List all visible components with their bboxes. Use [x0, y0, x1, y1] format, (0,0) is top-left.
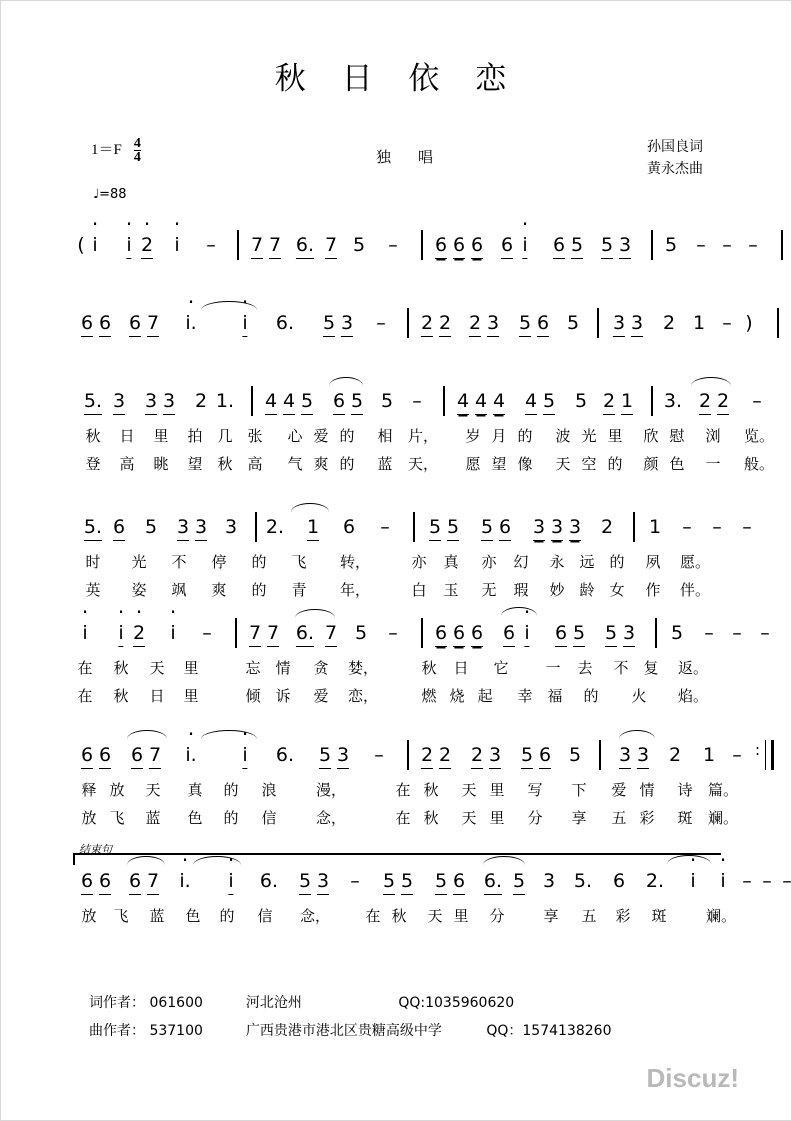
note: 7: [325, 621, 337, 647]
barline: [651, 386, 653, 416]
note: 7: [269, 233, 281, 259]
repeat-dots: :: [755, 741, 761, 759]
note: –: [782, 870, 792, 892]
note: 3: [613, 311, 625, 337]
composer-credit: 黄永杰曲: [647, 162, 703, 177]
note: i ·: [82, 621, 87, 645]
note: 3: [163, 389, 175, 415]
system-7-notes: [73, 869, 792, 903]
note: 6: [113, 515, 125, 541]
note: 5: [670, 622, 684, 644]
note: i ·: [170, 621, 175, 645]
note: 5.: [84, 515, 102, 541]
note: 4: [283, 389, 295, 415]
note: 2 ·: [141, 233, 153, 259]
note: 5: [519, 311, 531, 337]
note: –: [704, 622, 714, 644]
note: 6.: [296, 233, 314, 259]
note: 2: [699, 389, 711, 415]
slur: [127, 730, 167, 739]
note: 5: [447, 515, 459, 541]
note: 7: [149, 743, 161, 769]
note: 5.: [573, 870, 593, 892]
note: 2: [469, 311, 481, 337]
system-2: [73, 311, 753, 345]
barline: [407, 740, 409, 770]
note: 5: [429, 515, 441, 541]
note: 6: [81, 869, 93, 895]
note: 3: [195, 515, 207, 541]
system-6: [73, 741, 761, 829]
note: i ·: [242, 311, 247, 337]
note: 4: [493, 389, 505, 415]
note: 6: [453, 621, 465, 647]
note: i ·: [524, 621, 529, 647]
note: 6: [435, 621, 447, 647]
note: i ·: [720, 869, 725, 893]
note: –: [380, 516, 390, 538]
note: 5.: [84, 389, 102, 415]
note: 3: [145, 389, 157, 415]
barline: [251, 386, 253, 416]
slur: [201, 730, 257, 739]
note: –: [388, 622, 398, 644]
note: –: [742, 870, 752, 892]
note: –: [722, 312, 732, 334]
note: 6: [503, 621, 515, 647]
note: 2: [421, 311, 433, 337]
note: 6: [612, 870, 626, 892]
time-signature: [134, 137, 141, 164]
barline: [255, 512, 257, 542]
note: 3: [177, 515, 189, 541]
note: 4: [265, 389, 277, 415]
note: 6: [471, 233, 483, 259]
system-4-notes: [73, 515, 752, 549]
note: 6.: [296, 621, 314, 647]
note: 6: [129, 311, 141, 337]
barline: [443, 386, 445, 416]
credits-block: [647, 137, 703, 181]
note: i ·: [92, 233, 97, 257]
system-1-notes: [73, 233, 758, 267]
note: i. ·: [179, 869, 190, 893]
barline: [413, 512, 415, 542]
note: 5: [435, 869, 447, 895]
note: 3: [623, 621, 635, 647]
time-signature-numerator: 4: [133, 136, 141, 151]
watermark: Discuz!: [646, 1063, 739, 1093]
barline: [237, 230, 239, 260]
note: 4: [457, 389, 469, 415]
note: 6: [501, 233, 513, 259]
note: –: [696, 234, 706, 256]
note: –: [682, 516, 692, 538]
note: 1: [307, 515, 319, 541]
note: 5: [144, 516, 158, 538]
ending-label: 结束句: [79, 844, 112, 856]
system-3-lyrics-verse-2: 登 高 眺 望 秋 高 气 爽 的 蓝 天， 愿 望 像 天 空 的 颜 色 一 般。: [85, 455, 775, 473]
system-6-lyrics-verse-2: 放 飞 蓝 色 的 信 念， 在 秋 天 里 分 享 五 彩 斑 斓。: [81, 809, 739, 827]
note: 3: [551, 515, 563, 541]
slur: [691, 377, 731, 386]
slur: [201, 301, 257, 310]
note: 6: [555, 621, 567, 647]
system-5-lyrics-verse-2: 在 秋 日 里 倾 诉 爱 恋， 燃 烧 起 幸 福 的 火 焰。: [77, 687, 709, 705]
system-1: [73, 233, 758, 267]
note: i ·: [118, 621, 123, 647]
note: 2.: [645, 870, 665, 892]
system-3-lyrics-verse-1: 秋 日 里 拍 几 张 心 爱 的 相 片， 岁 月 的 波 光 里 欣 慰 浏 览。: [85, 427, 775, 445]
barline: [235, 618, 237, 648]
barline: [651, 230, 653, 260]
system-4-lyrics-verse-1: 时 光 不 停 的 飞 转， 亦 真 亦 幻 永 远 的 夙 愿。: [85, 553, 711, 571]
note: 5: [568, 744, 582, 766]
note: –: [376, 312, 386, 334]
note: 6: [539, 743, 551, 769]
composer-qq: QQ：1574138260: [486, 1023, 612, 1039]
time-signature-denominator: 4: [133, 150, 141, 165]
tempo-marking: ♩=88: [93, 187, 127, 202]
system-7-lyrics: 放 飞 蓝 色 的 信 念， 在 秋 天 里 分 享 五 彩 斑 斓。: [81, 907, 737, 925]
note: i. ·: [185, 311, 196, 335]
system-6-lyrics-verse-1: 释 放 天 真 的 浪 漫， 在 秋 天 里 写 下 爱 情 诗 篇。: [81, 781, 739, 799]
note: 2: [471, 743, 483, 769]
note: 5: [319, 743, 331, 769]
note: 3: [337, 743, 349, 769]
note: –: [202, 622, 212, 644]
note: –: [752, 390, 762, 412]
note: 2: [194, 390, 208, 412]
note: 6: [81, 311, 93, 337]
note: 3: [487, 311, 499, 337]
note: 5: [664, 234, 678, 256]
note: 5: [513, 869, 525, 895]
composer-place: 广西贵港市港北区贵糖高级中学: [245, 1023, 442, 1039]
note: 3: [637, 743, 649, 769]
note: –: [760, 622, 770, 644]
note: 2: [439, 311, 451, 337]
note: 6: [453, 869, 465, 895]
note: 7: [147, 311, 159, 337]
lyricist-code: 061600: [149, 995, 203, 1011]
note: i ·: [690, 869, 695, 893]
note: 6: [333, 389, 345, 415]
note: 6: [81, 743, 93, 769]
system-4: [73, 515, 752, 601]
repeat-barline: [765, 740, 774, 770]
note: 6: [129, 869, 141, 895]
barline: [421, 618, 423, 648]
barline: [655, 618, 657, 648]
note: 1: [702, 744, 716, 766]
performance-type: 独 唱: [376, 150, 440, 166]
note: 1: [621, 389, 633, 415]
note: 6: [471, 621, 483, 647]
note: 5: [401, 869, 413, 895]
note: 5: [299, 869, 311, 895]
system-5-notes: [73, 621, 770, 655]
note: 5: [566, 312, 580, 334]
note: –: [712, 516, 722, 538]
note: 5: [574, 390, 588, 412]
note: –: [388, 234, 398, 256]
note: 6.: [484, 869, 502, 895]
note: 7: [325, 233, 337, 259]
note: 5: [543, 389, 555, 415]
note: 6.: [275, 744, 295, 766]
note: 1: [692, 312, 706, 334]
note: 7: [249, 621, 261, 647]
slur: [291, 503, 329, 512]
note: ): [745, 312, 753, 334]
note: –: [732, 744, 742, 766]
barline: [597, 308, 599, 338]
footer-line-composer: [89, 1017, 611, 1045]
slur: [329, 377, 363, 386]
system-3-notes: [73, 389, 762, 423]
note: 3.: [663, 390, 683, 412]
slur: [295, 609, 335, 618]
slur: [501, 607, 537, 616]
note: 2: [439, 743, 451, 769]
note: 6: [553, 233, 565, 259]
note: i ·: [126, 233, 131, 259]
slur: [619, 730, 655, 739]
note: 2: [600, 516, 614, 538]
key-signature-block: [91, 136, 141, 164]
barline: [777, 308, 779, 338]
note: –: [374, 744, 384, 766]
lyricist-credit: 孙国良词: [647, 140, 703, 155]
system-7: [73, 839, 792, 929]
note: 5: [351, 389, 363, 415]
note: 2.: [265, 516, 285, 538]
note: 5: [380, 390, 394, 412]
note: –: [206, 234, 216, 256]
note: 6: [499, 515, 511, 541]
note: 5: [352, 234, 366, 256]
note: 5: [571, 233, 583, 259]
barline: [781, 230, 783, 260]
note: 2: [668, 744, 682, 766]
system-2-notes: [73, 311, 753, 345]
note: 6: [99, 311, 111, 337]
note: i ·: [228, 869, 233, 895]
key-signature: 1＝F: [91, 142, 122, 158]
note: 3: [619, 743, 631, 769]
page-title: 秋 日 依 恋: [274, 61, 520, 97]
note: 2: [603, 389, 615, 415]
note: i. ·: [185, 743, 196, 767]
note: 5: [354, 622, 368, 644]
note: 4: [475, 389, 487, 415]
note: 5: [481, 515, 493, 541]
note: 4: [525, 389, 537, 415]
composer-label: 曲作者：: [89, 1023, 145, 1039]
barline: [421, 230, 423, 260]
note: 5: [323, 311, 335, 337]
note: 1.: [215, 390, 235, 412]
coda-left-tick: [73, 853, 75, 865]
footer-line-lyricist: [89, 989, 611, 1017]
note: 3: [569, 515, 581, 541]
note: 3: [317, 869, 329, 895]
system-3: [73, 389, 775, 475]
coda-top-line: [73, 853, 721, 855]
note: 5: [521, 743, 533, 769]
note: 7: [251, 233, 263, 259]
note: 6.: [275, 312, 295, 334]
note: 2: [717, 389, 729, 415]
footer-credits: [89, 989, 611, 1045]
note: 7: [147, 869, 159, 895]
note: 6: [99, 869, 111, 895]
coda-bracket: [73, 839, 721, 859]
note: 2: [421, 743, 433, 769]
note: 6: [342, 516, 356, 538]
note: 3: [619, 233, 631, 259]
note: i ·: [242, 743, 247, 769]
note: 5: [301, 389, 313, 415]
note: 3: [113, 389, 125, 415]
note: –: [748, 234, 758, 256]
note: 7: [267, 621, 279, 647]
note: 6.: [259, 870, 279, 892]
note: i ·: [174, 233, 179, 257]
system-6-notes: [73, 741, 761, 777]
system-5: [73, 621, 770, 707]
note: 6: [537, 311, 549, 337]
lyricist-place: 河北沧州: [245, 995, 302, 1011]
note: 5: [573, 621, 585, 647]
lyricist-qq: QQ:1035960620: [398, 995, 515, 1011]
note: 5: [605, 621, 617, 647]
note: 3: [631, 311, 643, 337]
note: 6: [99, 743, 111, 769]
note: 3: [341, 311, 353, 337]
note: –: [412, 390, 422, 412]
system-5-lyrics-verse-1: 在 秋 天 里 忘 情 贪 婪， 秋 日 它 一 去 不 复 返。: [77, 659, 709, 677]
note: 3: [224, 516, 238, 538]
note: –: [350, 870, 360, 892]
composer-code: 537100: [149, 1023, 203, 1039]
note: 6: [435, 233, 447, 259]
note: –: [742, 516, 752, 538]
note: 1: [648, 516, 662, 538]
barline: [599, 740, 601, 770]
barline: [407, 308, 409, 338]
note: 3: [489, 743, 501, 769]
note: –: [732, 622, 742, 644]
note: 3: [542, 870, 556, 892]
note: 3: [533, 515, 545, 541]
note: i ·: [522, 233, 527, 259]
barline: [633, 512, 635, 542]
note: –: [762, 870, 772, 892]
note: 5: [383, 869, 395, 895]
note: 6: [131, 743, 143, 769]
note: (: [77, 234, 85, 256]
system-4-lyrics-verse-2: 英 姿 飒 爽 的 青 年， 白 玉 无 瑕 妙 龄 女 作 伴。: [85, 581, 711, 599]
note: 2: [662, 312, 676, 334]
note: –: [722, 234, 732, 256]
lyricist-label: 词作者：: [89, 995, 145, 1011]
note: 5: [601, 233, 613, 259]
note: 2 ·: [133, 621, 145, 647]
note: 6: [453, 233, 465, 259]
